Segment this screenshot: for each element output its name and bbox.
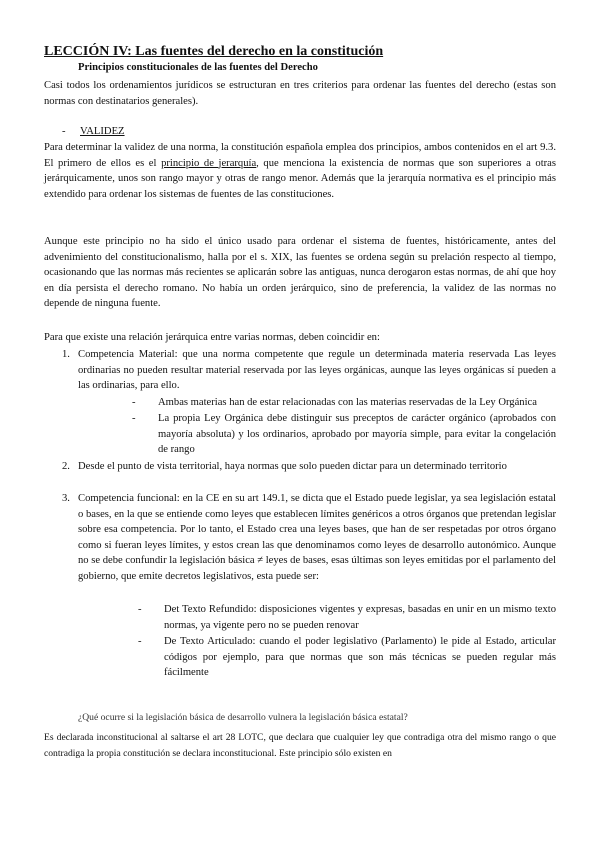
paragraph-jerarquia — [44, 140, 556, 202]
paragraph-jerarquia-start: Para determinar la validez de una norma, la constitución española emplea dos principios, ambos contenidos en el art 9.3. El primero de ellos es el — [44, 142, 556, 169]
sub-list-text: Ambas materias han de estar relacionadas con las materias reservadas de la Ley Orgánica — [158, 397, 537, 408]
list-item — [62, 459, 556, 475]
sub-dash: - — [132, 413, 136, 424]
answer-paragraph: Es declarada inconstitucional al saltarse el art 28 LOTC, que declara que cualquier ley que contradiga otra del mismo rango o que contradiga la propia constitución se declara inconstitucional. Este principio sólo existen en — [44, 732, 556, 759]
paragraph-jerarquia-end: , que menciona la existencia de normas que son superiores a otras jerárquicamente, unos son rango mayor y otras de rango menor. Además que la jerarquía normativa es el principio más extendido para ordenar los sistemas de fuentes de las constituciones. — [44, 157, 556, 200]
section-subtitle: Principios constitucionales de las fuentes del Derecho — [78, 62, 318, 73]
validez-label: VALIDEZ — [80, 126, 125, 137]
sub-list-text: De Texto Articulado: cuando el poder legislativo (Parlamento) le pide al Estado, articular códigos por ejemplo, para que normas que son más técnicas se pueden regular más fácilmente — [164, 636, 556, 678]
sub-list-item — [132, 395, 556, 411]
list-number: 3. — [62, 493, 70, 504]
list-item-text: Competencia funcional: en la CE en su art 149.1, se dicta que el Estado puede legislar, ya sea legislación estatal o bases, en la que se entiende como leyes que establecen límites genéricos a otros órganos que pretendan legislar sobre esa competencia. Por lo tanto, el Estado crea una leyes bases, que han de ser respetadas por otros órgano como si fueran leyes límites, y estos crean las que denominamos como leyes de desarrollo autonómico. Aunque no se debe confundir la legislación básica ≠ leyes de bases, esas últimas son leyes emitidas por el parlamento del gobierno, que emite decretos legislativos, esta puede ser: — [78, 493, 556, 582]
list-number: 2. — [62, 461, 70, 472]
principio-jerarquia-text: principio de jerarquía — [161, 157, 257, 169]
sub-list-item — [138, 634, 556, 681]
paragraph-relacion: Para que existe una relación jerárquica entre varias normas, deben coincidir en: — [44, 332, 380, 343]
sub-dash: - — [138, 604, 142, 615]
sub-list-item — [138, 602, 556, 633]
validez-heading — [62, 125, 574, 139]
paragraph-historia: Aunque este principio no ha sido el único usado para ordenar el sistema de fuentes, históricamente, antes del advenimiento del constitucionalismo, halla por el s. XIX, las fuentes se ordena según su prelación respecto al tiempo, ocasionando que las normas más recientes se aplicarán sobre las antiguas, nunca derogaron estas normas, de ahí que hoy en día persista el derecho romano. No había un orden jerárquico, sino de preferencia, la validez de las normas no depende de ninguna fuente. — [44, 236, 556, 309]
list-item-text: Competencia Material: que una norma competente que regule un determinada materia reservada Las leyes ordinarias no pueden resultar material reservada por las leyes orgánicas, aunque las leyes orgánicas sí pueden a las ordinarias, para ello. — [78, 349, 556, 391]
sub-list-item — [132, 411, 556, 458]
list-item — [62, 491, 556, 584]
page-title: LECCIÓN IV: Las fuentes del derecho en la constitución — [44, 44, 384, 59]
list-number: 1. — [62, 349, 70, 360]
list-item — [62, 347, 556, 394]
sub-dash: - — [138, 636, 142, 647]
question-text: ¿Qué ocurre si la legislación básica de desarrollo vulnera la legislación básica estatal? — [78, 712, 408, 723]
sub-list-text: Det Texto Refundido: disposiciones vigentes y expresas, basadas en unir en un mismo texto normas, ya vigente pero no se pueden renovar — [164, 604, 556, 631]
bullet-dash: - — [62, 126, 66, 137]
sub-dash: - — [132, 397, 136, 408]
list-item-text: Desde el punto de vista territorial, haya normas que solo pueden dictar para un determinado territorio — [78, 461, 507, 472]
sub-list-text: La propia Ley Orgánica debe distinguir sus preceptos de carácter orgánico (aprobados con mayoría absoluta) y los ordinarios, aprobado por mayoría simple, para evitar la congelación de rango — [158, 413, 556, 455]
intro-paragraph: Casi todos los ordenamientos jurídicos se estructuran en tres criterios para ordenar las fuentes del derecho (estas son normas con destinatarios generales). — [44, 80, 556, 107]
